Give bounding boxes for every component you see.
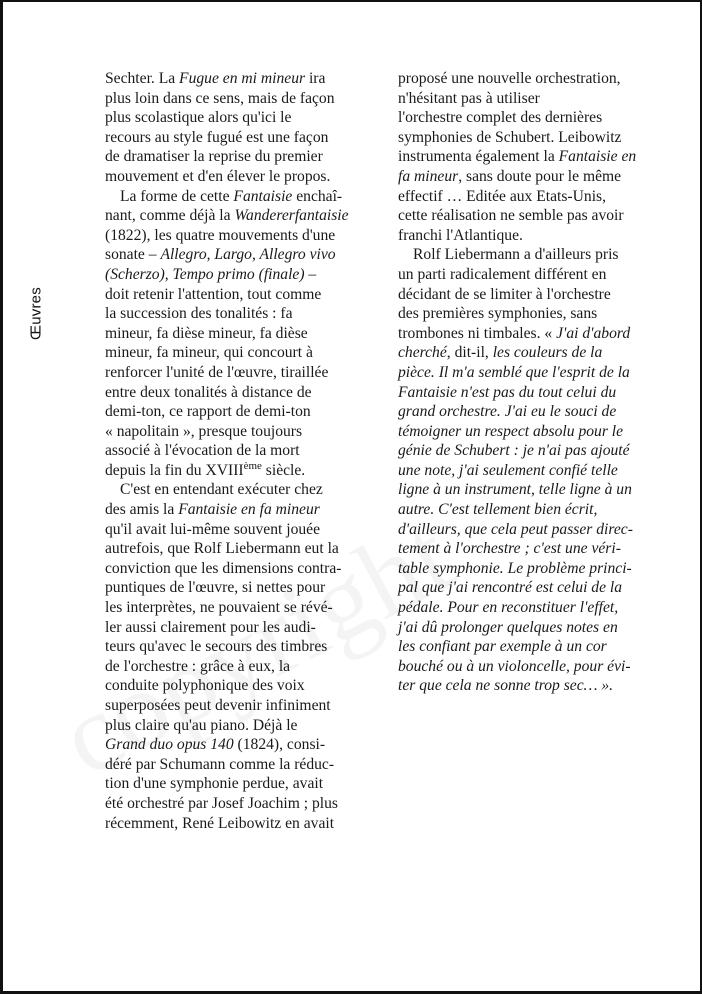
text-segment: autrefois, que Rolf Liebermann eut la xyxy=(105,540,339,558)
text-line xyxy=(398,285,674,305)
text-line xyxy=(105,226,377,246)
text-line xyxy=(105,343,377,363)
text-segment: plus claire qu'au piano. Déjà le xyxy=(105,716,298,734)
right-text-column xyxy=(398,69,674,696)
italic-text: table symphonie. Le problème princi- xyxy=(398,559,632,577)
italic-text: Fantaisie en xyxy=(558,148,637,166)
italic-text: d'ailleurs, que cela peut passer direc- xyxy=(398,520,633,538)
italic-text: tement à l'orchestre ; c'est une véri- xyxy=(398,540,621,558)
text-line xyxy=(398,226,674,246)
text-line xyxy=(398,441,674,461)
text-segment: des amis la xyxy=(105,501,179,519)
text-line xyxy=(398,559,674,579)
text-line xyxy=(105,69,377,89)
text-segment: de l'orchestre : grâce à eux, la xyxy=(105,657,291,675)
text-line xyxy=(105,500,377,520)
italic-text: fa mineur xyxy=(398,167,459,185)
text-segment: superposées peut devenir infiniment xyxy=(105,697,331,714)
italic-text: pièce. Il m'a semblé que l'esprit de la xyxy=(398,363,630,381)
text-segment: proposé une nouvelle orchestration, xyxy=(398,70,621,87)
superscript: ème xyxy=(243,459,262,472)
text-line xyxy=(105,147,377,167)
italic-text: Fugue en mi mineur xyxy=(179,70,306,87)
text-line xyxy=(105,167,377,187)
text-line xyxy=(398,637,674,657)
text-line xyxy=(105,324,377,344)
text-line xyxy=(398,304,674,324)
text-segment: – xyxy=(304,265,317,283)
text-line xyxy=(105,559,377,579)
text-line xyxy=(398,108,674,128)
italic-text: pédale. Pour en reconstituer l'effet, xyxy=(398,599,619,617)
text-segment: effectif … Editée aux Etats-Unis, xyxy=(398,187,606,205)
text-line xyxy=(105,89,377,109)
italic-text: bouché ou à un violoncelle, pour évi- xyxy=(398,657,631,675)
text-segment: ler aussi clairement pour les audi- xyxy=(105,618,316,636)
text-line xyxy=(105,245,377,265)
text-line xyxy=(398,578,674,598)
text-segment: « napolitain », presque toujours xyxy=(105,422,303,440)
text-line xyxy=(398,206,674,226)
text-segment: teurs qu'avec le secours des timbres xyxy=(105,638,328,656)
text-segment: récemment, René Leibowitz en avait xyxy=(105,814,335,832)
text-line xyxy=(398,128,674,148)
section-side-label: Œuvres xyxy=(27,287,45,340)
text-line xyxy=(105,520,377,540)
text-segment: l'orchestre complet des dernières xyxy=(398,109,603,127)
text-segment: qu'il avait lui-même souvent jouée xyxy=(105,520,321,538)
text-line xyxy=(105,755,377,775)
text-segment: la succession des tonalités : fa xyxy=(105,305,293,323)
text-line xyxy=(398,89,674,109)
text-segment: La forme de cette xyxy=(120,187,234,205)
text-segment: un parti radicalement différent en xyxy=(398,265,607,283)
text-line xyxy=(398,187,674,207)
text-segment: renforcer l'unité de l'œuvre, tiraillée xyxy=(105,363,329,381)
text-line xyxy=(105,637,377,657)
text-line xyxy=(398,500,674,520)
italic-text: Allegro, Largo, Allegro vivo xyxy=(160,246,336,264)
text-line xyxy=(105,422,377,442)
text-line xyxy=(105,814,377,834)
text-segment: , sans doute pour le même xyxy=(458,167,622,185)
text-line xyxy=(105,441,377,461)
text-segment: mineur, fa dièse mineur, fa dièse xyxy=(105,324,308,342)
italic-text: j'ai dû prolonger quelques notes en xyxy=(398,618,618,636)
italic-text: témoigner un respect absolu pour le xyxy=(398,422,624,440)
text-segment: symphonies de Schubert. Leibowitz xyxy=(398,128,622,146)
text-line xyxy=(398,324,674,344)
text-line xyxy=(398,69,674,89)
text-segment: été orchestré par Josef Joachim ; plus xyxy=(105,794,338,812)
text-line xyxy=(105,735,377,755)
text-line xyxy=(105,696,377,716)
text-line xyxy=(398,147,674,167)
text-line xyxy=(398,480,674,500)
text-line xyxy=(398,343,674,363)
italic-text: autre. C'est tellement bien écrit, xyxy=(398,501,598,519)
italic-text: Fantaisie en fa mineur xyxy=(178,501,320,519)
text-segment: les interprètes, ne pouvaient se révé- xyxy=(105,599,333,617)
text-line xyxy=(105,363,377,383)
italic-text: (Scherzo), Tempo primo (finale) xyxy=(105,265,305,283)
text-line xyxy=(105,716,377,736)
text-segment: mouvement et d'en élever le propos. xyxy=(105,167,331,185)
italic-text: J'ai d'abord xyxy=(556,324,631,342)
italic-text: ter que cela ne sonne trop sec… ». xyxy=(398,677,614,695)
text-segment: Sechter. La xyxy=(105,70,180,87)
italic-text: Grand duo opus 140 xyxy=(105,736,234,754)
text-segment: (1822), les quatre mouvements d'une xyxy=(105,226,336,244)
text-line xyxy=(398,383,674,403)
text-segment: demi-ton, ce rapport de demi-ton xyxy=(105,403,311,421)
text-line xyxy=(105,108,377,128)
text-segment: recours au style fugué est une façon xyxy=(105,128,329,146)
text-line xyxy=(398,520,674,540)
text-line xyxy=(105,618,377,638)
text-line xyxy=(398,676,674,696)
text-line xyxy=(105,383,377,403)
text-line xyxy=(105,676,377,696)
text-line xyxy=(398,167,674,187)
text-segment: décidant de se limiter à l'orchestre xyxy=(398,285,611,303)
text-segment: (1824), consi- xyxy=(233,736,326,754)
text-line xyxy=(398,402,674,422)
text-line xyxy=(105,794,377,814)
text-segment: enchaî- xyxy=(292,187,343,205)
text-line xyxy=(105,265,377,285)
text-line xyxy=(105,480,377,500)
text-segment: instrumenta également la xyxy=(398,148,559,166)
text-segment: déré par Schumann comme la réduc- xyxy=(105,755,335,773)
text-segment: ira xyxy=(305,70,326,87)
italic-text: Fantaisie n'est pas du tout celui du xyxy=(398,383,617,401)
text-line xyxy=(398,265,674,285)
italic-text: génie de Schubert : je n'ai pas ajouté xyxy=(398,442,630,460)
text-segment: des premières symphonies, sans xyxy=(398,305,598,323)
italic-text: pal que j'ai rencontré est celui de la xyxy=(398,579,623,597)
text-segment: puntiques de l'œuvre, si nettes pour xyxy=(105,579,326,597)
text-segment: depuis la fin du XVIII xyxy=(105,461,244,479)
text-segment: plus loin dans ce sens, mais de façon xyxy=(105,89,335,107)
text-segment: siècle. xyxy=(261,461,306,479)
text-segment: trombones ni timbales. « xyxy=(398,324,557,342)
text-segment: nant, comme déjà la xyxy=(105,207,235,225)
text-segment: plus scolastique alors qu'ici le xyxy=(105,109,292,127)
text-line xyxy=(398,657,674,677)
text-segment: , dit-il, xyxy=(446,344,493,362)
text-line xyxy=(398,461,674,481)
text-segment: associé à l'évocation de la mort xyxy=(105,442,300,460)
text-segment: franchi l'Atlantique. xyxy=(398,226,523,244)
italic-text: grand orchestre. J'ai eu le souci de xyxy=(398,403,617,421)
text-segment: Rolf Liebermann a d'ailleurs pris xyxy=(413,246,619,264)
left-text-column xyxy=(105,69,377,833)
text-segment: C'est en entendant exécuter chez xyxy=(120,481,323,499)
text-line xyxy=(398,422,674,442)
text-segment: de dramatiser la reprise du premier xyxy=(105,148,323,166)
text-line xyxy=(105,304,377,324)
text-line xyxy=(105,187,377,207)
text-line xyxy=(398,245,674,265)
text-segment: doit retenir l'attention, tout comme xyxy=(105,285,322,303)
text-line xyxy=(105,461,377,481)
italic-text: Wandererfantaisie xyxy=(234,207,349,225)
text-line xyxy=(105,774,377,794)
text-segment: cette réalisation ne semble pas avoir xyxy=(398,207,624,225)
text-segment: entre deux tonalités à distance de xyxy=(105,383,312,401)
text-segment: mineur, fa mineur, qui concourt à xyxy=(105,344,313,362)
text-line xyxy=(398,539,674,559)
text-line xyxy=(105,128,377,148)
italic-text: Fantaisie xyxy=(233,187,293,205)
italic-text: ligne à un instrument, telle ligne à un xyxy=(398,481,632,499)
italic-text: les couleurs de la xyxy=(492,344,603,362)
text-line xyxy=(398,363,674,383)
text-line xyxy=(105,598,377,618)
text-line xyxy=(398,598,674,618)
italic-text: cherché xyxy=(398,344,447,362)
text-segment: sonate – xyxy=(105,246,161,264)
text-line xyxy=(398,618,674,638)
text-segment: conviction que les dimensions contra- xyxy=(105,559,342,577)
text-segment: conduite polyphonique des voix xyxy=(105,677,305,695)
italic-text: une note, j'ai seulement confié telle xyxy=(398,461,618,479)
text-line xyxy=(105,657,377,677)
text-segment: tion d'une symphonie perdue, avait xyxy=(105,775,324,793)
italic-text: les confiant par exemple à un cor xyxy=(398,638,607,656)
text-line xyxy=(105,578,377,598)
text-segment: n'hésitant pas à utiliser xyxy=(398,89,540,107)
text-line xyxy=(105,285,377,305)
text-line xyxy=(105,206,377,226)
text-line xyxy=(105,402,377,422)
text-line xyxy=(105,539,377,559)
